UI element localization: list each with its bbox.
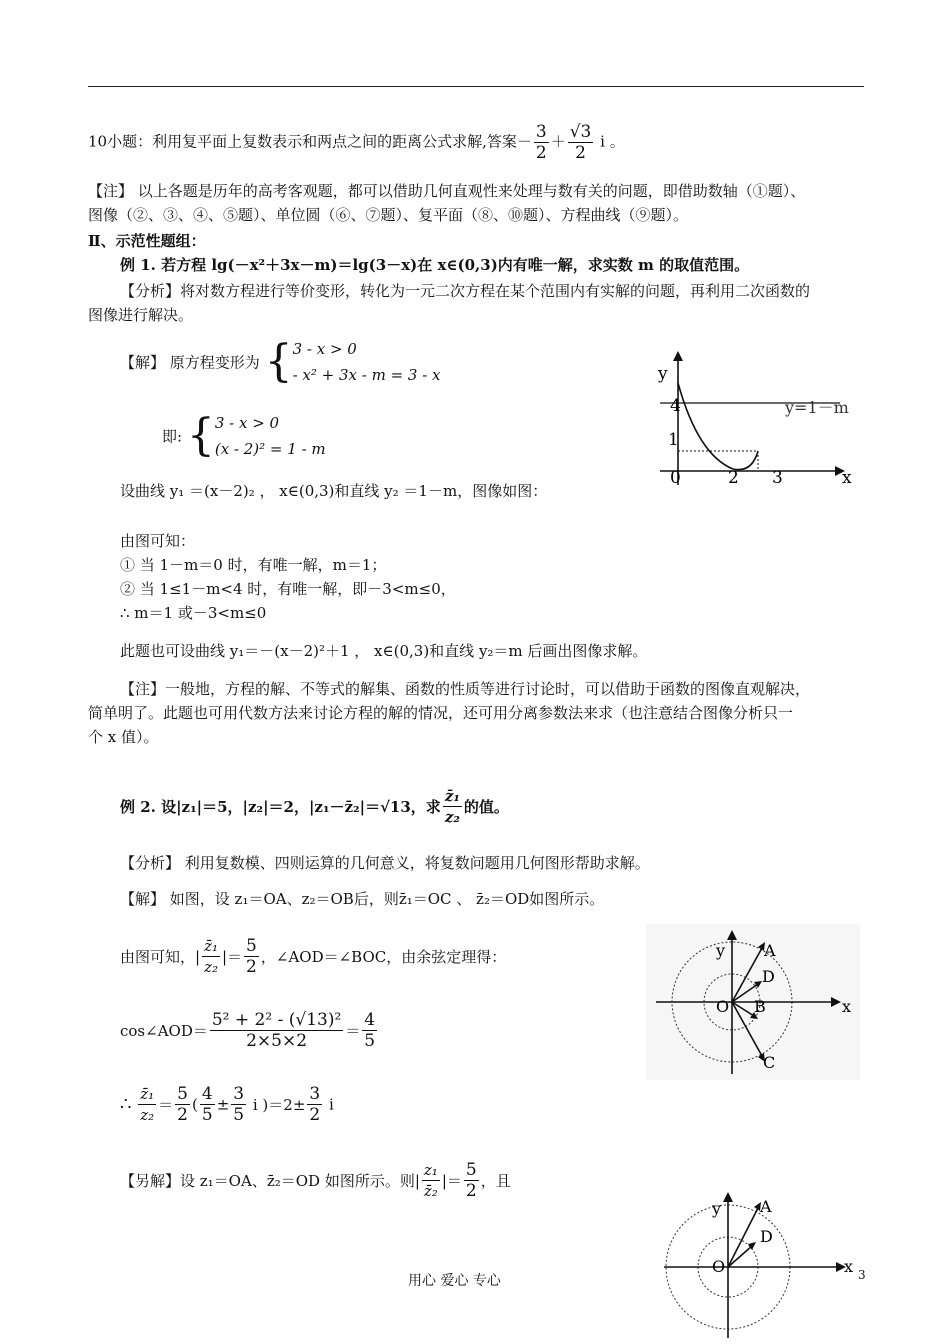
figure-parabola bbox=[640, 345, 860, 495]
note2-l1: 【注】一般地，方程的解、不等式的解集、函数的性质等进行讨论时，可以借助于函数的图像直观解决， bbox=[120, 680, 811, 698]
example2-cosine: cos∠AOD＝ $\frac{\text{5² + 2² - (√13)²}}{2\times 5\times 2}$ ＝ $\frac{4}{5}$ bbox=[120, 1010, 376, 1051]
fig3-vector-d bbox=[728, 1246, 752, 1267]
example1-alt: 此题也可设曲线 y₁＝－(x－2)²＋1 ， x∈(0,3)和直线 y₂＝m 后画出图像求解。 bbox=[120, 642, 648, 660]
fig1-label-line: y=1－m bbox=[785, 398, 849, 417]
fig1-label-0: 0 bbox=[670, 468, 681, 488]
example2-title: 例 2. 设|z₁|＝5，|z₂|＝2，|z₁－z̄₂|＝√13，求 $\frac{\text{z̄₁}}{\text{z₂}}$ 的值。 bbox=[120, 787, 509, 826]
fig3-label-a: A bbox=[760, 1197, 772, 1216]
fig2-label-y: y bbox=[716, 941, 726, 960]
fig1-label-1: 1 bbox=[668, 430, 679, 450]
fig2-label-o: O bbox=[716, 997, 730, 1016]
figure-vectors-alt bbox=[660, 1190, 870, 1340]
note1-line2: 图像（②、③、④、⑤题）、单位圆（⑥、⑦题）、复平面（⑧、⑩题）、方程曲线（⑨题）。 bbox=[88, 206, 689, 224]
example1-case2: ② 当 1≤1－m<4 时，有唯一解，即－3<m≤0， bbox=[120, 580, 456, 598]
page-footer: 用心 爱心 专心 bbox=[408, 1273, 501, 1289]
example2-from-fig: 由图可知，| $\frac{\text{z̄₁}}{\text{z₂}}$ |＝ $\frac{5}{2}$ ，∠AOD＝∠BOC，由余弦定理得： bbox=[120, 936, 507, 977]
fig3-label-x: x bbox=[844, 1257, 854, 1276]
fig1-label-4: 4 bbox=[670, 396, 681, 416]
fig1-label-x: x bbox=[842, 468, 852, 488]
fig2-label-a: A bbox=[764, 941, 776, 960]
fig3-label-d: D bbox=[760, 1227, 773, 1246]
example1-conclusion: ∴ m＝1 或－3<m≤0 bbox=[120, 604, 267, 622]
example1-system2: 即: { 3 - x > 0 (x - 2)² = 1 - m bbox=[162, 410, 326, 461]
fig3-y-arrow bbox=[723, 1192, 733, 1202]
example1-case1: ① 当 1－m＝0 时，有唯一解，m＝1； bbox=[120, 556, 387, 574]
example1-curve: 设曲线 y₁ ＝(x－2)₂ ， x∈(0,3)和直线 y₂ ＝1－m，图像如图： bbox=[120, 482, 548, 500]
example1-analysis-l1: 【分析】将对数方程进行等价变形，转化为一元二次方程在某个范围内有实解的问题，再利用二次函数的 bbox=[120, 282, 811, 300]
example1-from-fig: 由图可知： bbox=[120, 532, 196, 550]
note1-line1: 【注】 以上各题是历年的高考客观题，都可以借助几何直观性来处理与数有关的问题，即借助数轴（①题）、 bbox=[88, 182, 806, 200]
fig2-label-d: D bbox=[762, 967, 775, 986]
example2-alt-solution: 【另解】设 z₁＝OA、z̄₂＝OD 如图所示。则| $\frac{\text{z₁}}{\text{z̄₂}}$ |＝ $\frac{5}{2}$ ，且 bbox=[120, 1160, 511, 1201]
fig1-label-y: y bbox=[658, 364, 668, 384]
header-rule bbox=[88, 86, 864, 87]
fig2-label-x: x bbox=[842, 997, 852, 1016]
fig1-curve bbox=[678, 383, 758, 470]
example1-title: 例 1. 若方程 lg(－x²＋3x－m)＝lg(3－x)在 x∈(0,3)内有唯一解，求实数 m 的取值范围。 bbox=[120, 256, 750, 274]
note2-l2: 简单明了。此题也可用代数方法来讨论方程的解的情况，还可用分离参数法来求（也注意结合图像分析只一 bbox=[88, 704, 794, 722]
example2-solution: 【解】 如图，设 z₁＝OA、z₂＝OB后，则z̄₁＝OC 、 z̄₂＝OD如图所示。 bbox=[120, 890, 605, 908]
example2-therefore: ∴ $\frac{\text{z̄₁}}{\text{z₂}}$ ＝ $\frac{5}{2}$ ( $\frac{4}{5}$ ± $\frac{3}{5}$ i )＝2± $\frac{3}{2}$ i bbox=[120, 1084, 334, 1125]
page-number: 3 bbox=[858, 1268, 866, 1282]
fig1-y-arrow bbox=[673, 351, 683, 361]
section-title: Ⅱ、示范性题组： bbox=[88, 232, 206, 250]
example1-system1: 【解】 原方程变形为 { 3 - x > 0 - x² + 3x - m = 3 - x bbox=[120, 336, 441, 387]
answer-line-10: 10小题：利用复平面上复数表示和两点之间的距离公式求解,答案－ $\frac{3}{2}$ ＋ $\frac{√3}{2}$ i 。 bbox=[88, 122, 625, 163]
example1-analysis-l2: 图像进行解决。 bbox=[88, 306, 194, 324]
note2-l3: 个 x 值）。 bbox=[88, 728, 159, 746]
figure-vectors bbox=[646, 924, 860, 1080]
fig1-label-2: 2 bbox=[728, 468, 739, 488]
fig2-label-b: B bbox=[754, 997, 766, 1016]
fig2-label-c: C bbox=[763, 1053, 776, 1072]
fig3-label-o: O bbox=[712, 1257, 726, 1276]
fig3-label-y: y bbox=[712, 1199, 722, 1218]
example2-analysis: 【分析】 利用复数模、四则运算的几何意义，将复数问题用几何图形帮助求解。 bbox=[120, 854, 650, 872]
fig1-label-3: 3 bbox=[772, 468, 783, 488]
